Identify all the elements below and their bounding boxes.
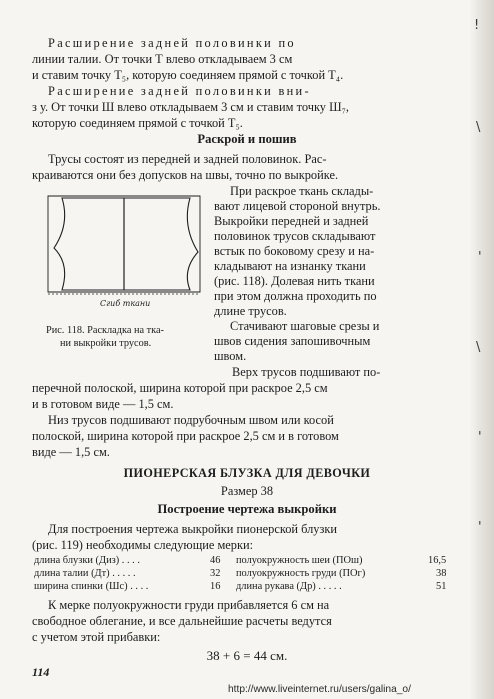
text-line: половинок трусов складывают bbox=[214, 229, 376, 243]
text-line: (рис. 118). Долевая нить ткани bbox=[214, 274, 375, 288]
measurement-value: 51 bbox=[436, 581, 447, 592]
measurement-label: полуокружность груди (ПОг) bbox=[236, 568, 366, 579]
text-line: с учетом этой прибавки: bbox=[32, 630, 161, 644]
page-edge-shadow bbox=[470, 0, 494, 699]
text-line: полоской, ширина которой при раскрое 2,5 см и в готовом bbox=[32, 429, 339, 443]
size-heading: Размер 38 bbox=[220, 484, 274, 498]
text-line: свободное облегание, и все дальнейшие расчеты ведутся bbox=[32, 614, 332, 628]
text-line: линии талии. От точки Т влево откладываем 3 см bbox=[32, 52, 293, 66]
edge-mark: \ bbox=[476, 120, 481, 135]
text-line: которую соединяем прямой с точкой Т₅. bbox=[32, 116, 243, 130]
text-line: виде — 1,5 см. bbox=[32, 445, 110, 459]
text-line: швом. bbox=[214, 349, 247, 363]
measurement-label: ширина спинки (Шс) . . . . bbox=[34, 581, 149, 592]
measurement-value: 32 bbox=[210, 568, 221, 579]
text-line: при этом должна проходить по bbox=[214, 289, 377, 303]
text-line: При раскрое ткань склады- bbox=[230, 184, 374, 198]
text-line: и ставим точку Т₅, которую соединяем прямой с точкой Т₄. bbox=[32, 68, 344, 82]
text-line: и в готовом виде — 1,5 см. bbox=[32, 397, 174, 411]
measurement-value: 16,5 bbox=[428, 555, 447, 566]
text-line: Расширение задней половинки вни- bbox=[48, 84, 311, 98]
text-line: вают лицевой стороной внутрь. bbox=[214, 199, 381, 213]
page-number: 114 bbox=[32, 665, 50, 679]
text-line: швов сидения запошивочным bbox=[214, 334, 371, 348]
measurement-label: длина блузки (Диз) . . . . bbox=[34, 555, 140, 566]
text-line: встык по боковому срезу и на- bbox=[214, 244, 375, 258]
back-half-pattern bbox=[124, 198, 198, 290]
text-line: Низ трусов подшивают подрубочным швом или косой bbox=[48, 413, 334, 427]
measurement-label: длина талии (Дт) . . . . . bbox=[34, 568, 136, 579]
front-half-pattern bbox=[54, 198, 124, 290]
fold-label: Сгиб ткани bbox=[100, 299, 151, 308]
text-line: Трусы состоят из передней и задней половинок. Рас- bbox=[48, 152, 327, 166]
formula: 38 + 6 = 44 см. bbox=[206, 648, 288, 663]
measurement-value: 38 bbox=[436, 568, 447, 579]
measurement-label: длина рукава (Др) . . . . . bbox=[236, 581, 342, 592]
text-line: Расширение задней половинки по bbox=[48, 36, 296, 50]
text-line: Верх трусов подшивают по- bbox=[232, 365, 381, 379]
section-heading: ПИОНЕРСКАЯ БЛУЗКА ДЛЯ ДЕВОЧКИ bbox=[123, 466, 371, 480]
text-line: длине трусов. bbox=[214, 304, 287, 318]
text-line: Стачивают шаговые срезы и bbox=[230, 319, 380, 333]
text-line: К мерке полуокружности груди прибавляется 6 см на bbox=[48, 598, 330, 612]
edge-mark: ' bbox=[478, 430, 482, 445]
edge-mark: ' bbox=[478, 520, 482, 535]
text-line: Выкройки передней и задней bbox=[214, 214, 369, 228]
text-line: краиваются они без допусков на швы, точно по выкройке. bbox=[32, 168, 339, 182]
measurement-value: 16 bbox=[210, 581, 221, 592]
text-line: Для построения чертежа выкройки пионерской блузки bbox=[48, 522, 338, 536]
text-line: перечной полоской, ширина которой при раскрое 2,5 см bbox=[32, 381, 328, 395]
edge-mark: ' bbox=[478, 250, 482, 265]
edge-mark: \ bbox=[476, 340, 481, 355]
section-heading: Раскрой и пошив bbox=[197, 132, 297, 146]
edge-mark: ! bbox=[474, 18, 480, 33]
text-line: (рис. 119) необходимы следующие мерки: bbox=[32, 538, 254, 552]
measurement-label: полуокружность шеи (ПОш) bbox=[236, 555, 363, 566]
pattern-layout-diagram bbox=[40, 186, 208, 316]
measurement-value: 46 bbox=[210, 555, 221, 566]
source-url: http://www.liveinternet.ru/users/galina_o/ bbox=[228, 684, 411, 695]
figure-caption: Рис. 118. Раскладка на тка- bbox=[46, 325, 164, 336]
subsection-heading: Построение чертежа выкройки bbox=[157, 502, 337, 516]
text-line: кладывают на изнанку ткани bbox=[214, 259, 366, 273]
text-line: з у. От точки Ш влево откладываем 3 см и ставим точку Ш₇, bbox=[32, 100, 349, 114]
figure-caption: ни выкройки трусов. bbox=[60, 338, 152, 349]
